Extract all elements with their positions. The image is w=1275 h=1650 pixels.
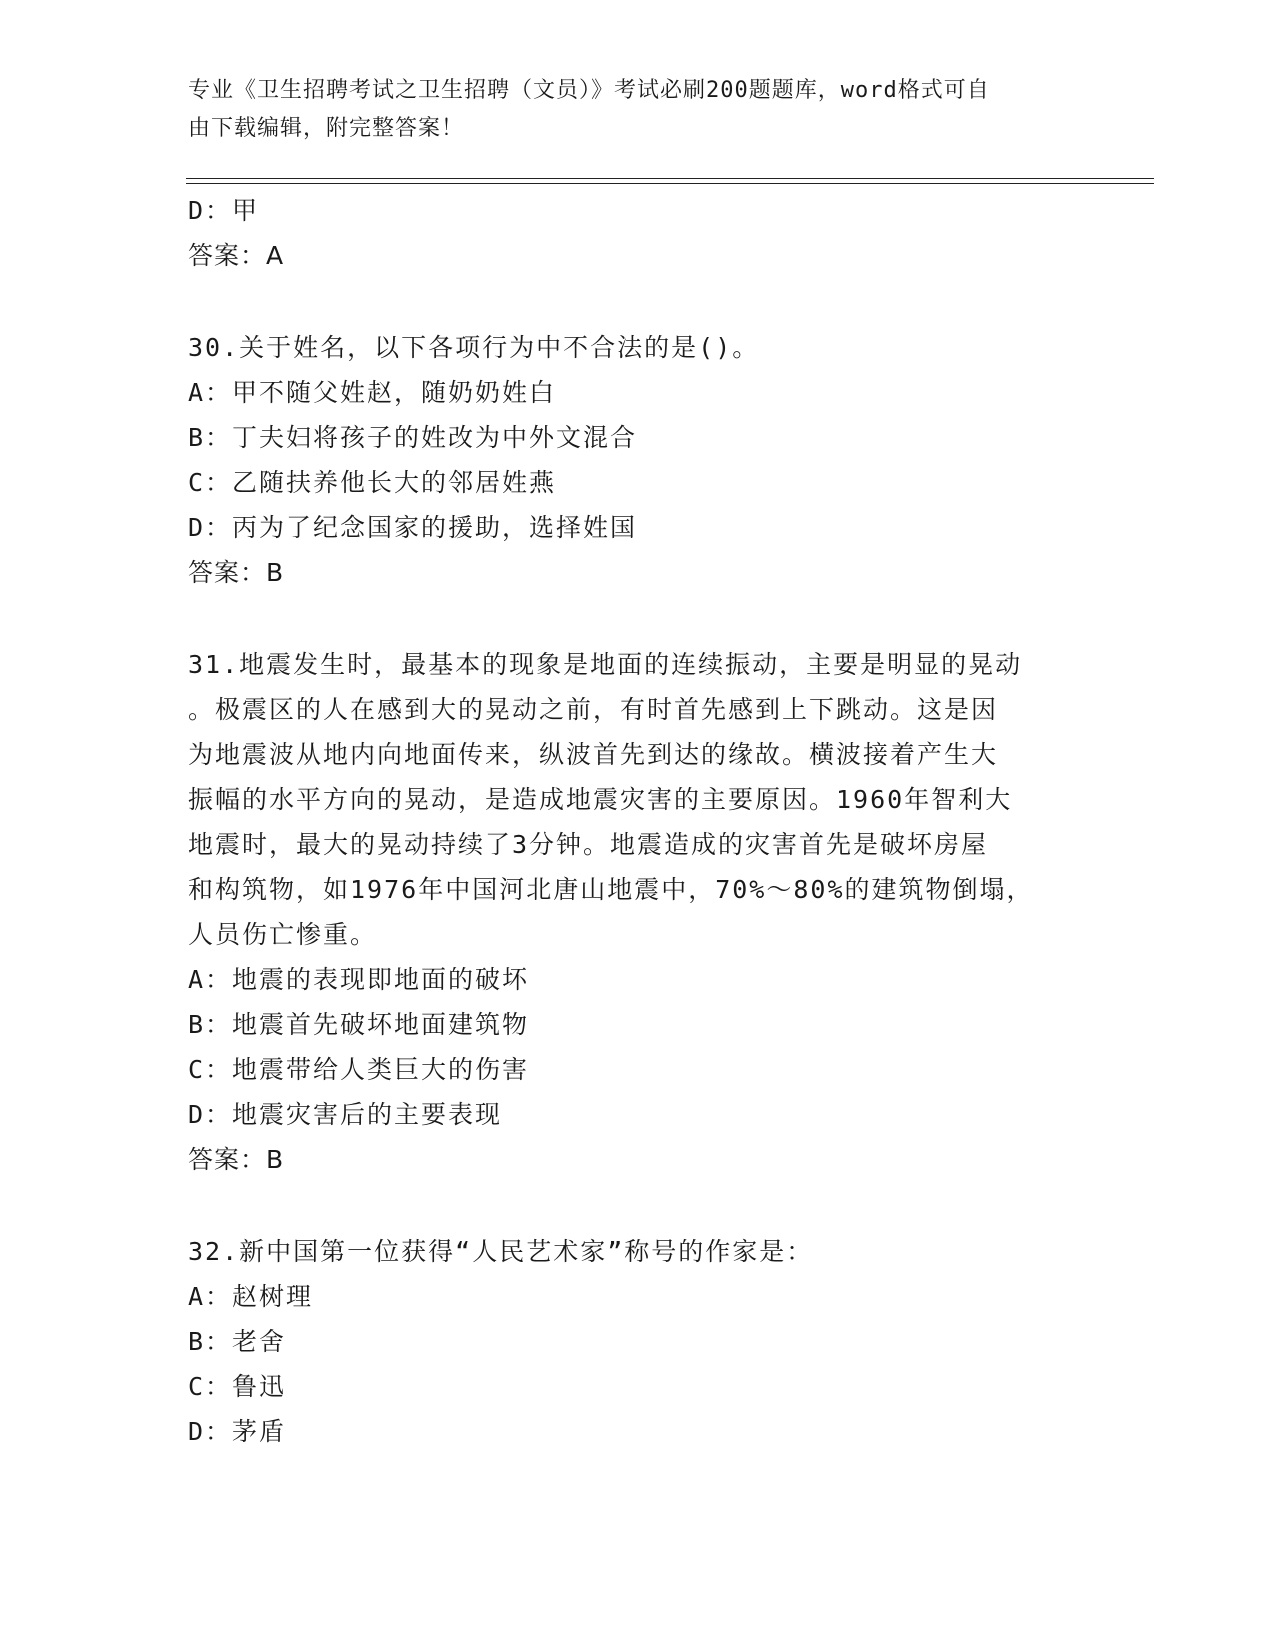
answer-line: 答案：B (188, 558, 285, 587)
option-c: C：鲁迅 (188, 1372, 287, 1401)
header-line-2: 由下载编辑，附完整答案！ (188, 116, 465, 141)
question-stem-line-5: 地震时，最大的晃动持续了3分钟。地震造成的灾害首先是破坏房屋 (188, 830, 989, 859)
option-a: A：地震的表现即地面的破坏 (188, 965, 530, 994)
header-rule-top (186, 178, 1154, 179)
question-stem-line-6: 和构筑物，如1976年中国河北唐山地震中，70%～80%的建筑物倒塌， (188, 875, 1034, 904)
spacer (188, 1182, 1088, 1229)
option-d: D：丙为了纪念国家的援助，选择姓国 (188, 513, 638, 542)
option-d: D：茅盾 (188, 1417, 287, 1446)
question-stem-line-7: 人员伤亡惨重。 (188, 920, 378, 949)
question-stem: 32.新中国第一位获得“人民艺术家”称号的作家是： (188, 1237, 814, 1266)
question-31 (188, 642, 1088, 1182)
option-b: B：老舍 (188, 1327, 287, 1356)
spacer (188, 278, 1088, 325)
header-line-1: 专业《卫生招聘考试之卫生招聘（文员）》考试必刷200题题库，word格式可自 (188, 78, 990, 103)
question-stem-line-1: 31.地震发生时，最基本的现象是地面的连续振动，主要是明显的晃动 (188, 650, 1023, 679)
question-stem: 30.关于姓名，以下各项行为中不合法的是()。 (188, 333, 760, 362)
question-30 (188, 325, 1088, 595)
header-rule-bottom (186, 183, 1154, 184)
option-b: B：丁夫妇将孩子的姓改为中外文混合 (188, 423, 638, 452)
option-c: C：乙随扶养他长大的邻居姓燕 (188, 468, 557, 497)
answer-line: 答案：B (188, 1145, 285, 1174)
spacer (188, 595, 1088, 642)
option-d: D：地震灾害后的主要表现 (188, 1100, 503, 1129)
answer-line: 答案：A (188, 241, 285, 270)
option-b: B：地震首先破坏地面建筑物 (188, 1010, 530, 1039)
document-header (188, 72, 1068, 148)
option-c: C：地震带给人类巨大的伤害 (188, 1055, 530, 1084)
question-stem-line-2: 。极震区的人在感到大的晃动之前，有时首先感到上下跳动。这是因 (188, 695, 999, 724)
question-list (188, 188, 1088, 1454)
question-32 (188, 1229, 1088, 1454)
option-d: D：甲 (188, 196, 260, 225)
question-29-tail (188, 188, 1088, 278)
question-stem-line-4: 振幅的水平方向的晃动，是造成地震灾害的主要原因。1960年智利大 (188, 785, 1013, 814)
option-a: A：赵树理 (188, 1282, 314, 1311)
question-stem-line-3: 为地震波从地内向地面传来，纵波首先到达的缘故。横波接着产生大 (188, 740, 999, 769)
option-a: A：甲不随父姓赵，随奶奶姓白 (188, 378, 557, 407)
